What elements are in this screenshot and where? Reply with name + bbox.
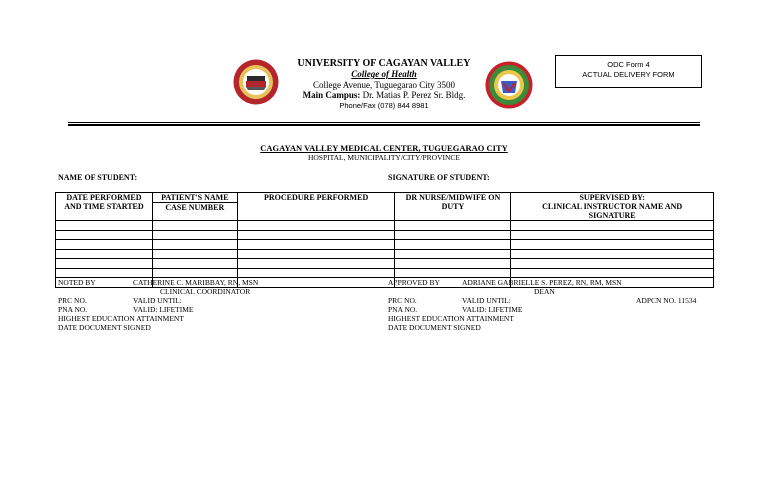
table-cell[interactable]	[511, 268, 714, 278]
noted-pna: PNA NO.	[58, 305, 88, 314]
student-name-label: NAME OF STUDENT:	[58, 173, 138, 182]
table-cell[interactable]	[237, 249, 395, 259]
table-cell[interactable]	[152, 230, 237, 240]
table-cell[interactable]	[511, 230, 714, 240]
table-cell[interactable]	[237, 221, 395, 231]
approved-label: APPROVED BY	[388, 278, 440, 287]
table-cell[interactable]	[56, 249, 153, 259]
approved-name: ADRIANE GABRIELLE S. PEREZ, RN, RM, MSN	[462, 278, 622, 287]
col-supervised-line1: SUPERVISED BY:	[579, 193, 645, 202]
table-cell[interactable]	[395, 221, 511, 231]
col-duty-line1: DR NURSE/MIDWIFE ON	[405, 193, 501, 202]
table-header-row	[56, 193, 714, 221]
form-title: ACTUAL DELIVERY FORM	[582, 70, 675, 79]
noted-label: NOTED BY	[58, 278, 96, 287]
table-cell[interactable]	[395, 268, 511, 278]
noted-education: HIGHEST EDUCATION ATTAINMENT	[58, 314, 184, 323]
table-cell[interactable]	[56, 230, 153, 240]
noted-section	[58, 279, 378, 339]
header-rule-top	[68, 122, 700, 123]
table-cell[interactable]	[152, 268, 237, 278]
noted-prc-valid: VALID UNTIL:	[133, 296, 182, 305]
main-campus-label: Main Campus:	[302, 90, 361, 100]
table-cell[interactable]	[511, 240, 714, 250]
main-campus	[0, 90, 768, 100]
table-cell[interactable]	[395, 259, 511, 269]
col-date-time	[56, 193, 153, 221]
table-cell[interactable]	[237, 240, 395, 250]
table-cell[interactable]	[152, 249, 237, 259]
form-code-box	[555, 55, 702, 88]
noted-name: CATHERINE C. MARIBBAY, RN, MSN	[133, 278, 259, 287]
table-row	[56, 249, 714, 259]
col-supervised-line3: SIGNATURE	[588, 211, 636, 220]
approved-position: DEAN	[534, 287, 555, 296]
table-cell[interactable]	[152, 221, 237, 231]
col-case-number: CASE NUMBER	[165, 203, 225, 212]
procedure-table	[55, 192, 714, 288]
table-cell[interactable]	[395, 230, 511, 240]
college-address: College Avenue, Tuguegarao City 3500	[312, 80, 456, 90]
table-cell[interactable]	[56, 221, 153, 231]
col-supervised	[511, 193, 714, 221]
main-campus-value: Dr. Matias P. Perez Sr. Bldg.	[362, 90, 466, 100]
table-cell[interactable]	[152, 259, 237, 269]
college-name: College of Health	[351, 69, 417, 79]
table-cell[interactable]	[511, 221, 714, 231]
table-cell[interactable]	[237, 259, 395, 269]
university-name: UNIVERSITY OF CAGAYAN VALLEY	[297, 58, 471, 69]
approved-adpcn: ADPCN NO. 11534	[636, 296, 697, 305]
table-cell[interactable]	[395, 240, 511, 250]
noted-position: CLINICAL COORDINATOR	[160, 287, 251, 296]
table-cell[interactable]	[56, 240, 153, 250]
approved-prc: PRC NO.	[388, 296, 417, 305]
col-patient-name: PATIENT'S NAME	[153, 193, 237, 203]
col-date-line2: AND TIME STARTED	[64, 202, 144, 211]
approved-section	[388, 279, 708, 339]
approved-education: HIGHEST EDUCATION ATTAINMENT	[388, 314, 514, 323]
table-cell[interactable]	[395, 249, 511, 259]
noted-pna-valid: VALID: LIFETIME	[133, 305, 194, 314]
table-row	[56, 259, 714, 269]
col-on-duty	[395, 193, 511, 221]
table-cell[interactable]	[511, 249, 714, 259]
col-date-line1: DATE PERFORMED	[66, 193, 142, 202]
table-row	[56, 268, 714, 278]
table-row	[56, 221, 714, 231]
header-rule-bottom	[68, 124, 700, 126]
hospital-name: CAGAYAN VALLEY MEDICAL CENTER, TUGUEGARAO CITY	[260, 143, 508, 153]
table-cell[interactable]	[511, 259, 714, 269]
approved-prc-valid: VALID UNTIL:	[462, 296, 511, 305]
phone-fax: Phone/Fax (078) 844 8981	[339, 101, 429, 110]
col-duty-line2: DUTY	[441, 202, 465, 211]
table-row	[56, 240, 714, 250]
student-signature-label: SIGNATURE OF STUDENT:	[388, 173, 490, 182]
approved-pna: PNA NO.	[388, 305, 418, 314]
col-procedure	[237, 193, 395, 221]
noted-date-signed: DATE DOCUMENT SIGNED	[58, 323, 151, 332]
table-cell[interactable]	[56, 259, 153, 269]
col-procedure-label: PROCEDURE PERFORMED	[264, 193, 369, 202]
col-patient	[152, 193, 237, 221]
table-row	[56, 230, 714, 240]
table-cell[interactable]	[152, 240, 237, 250]
table-cell[interactable]	[56, 268, 153, 278]
noted-prc: PRC NO.	[58, 296, 87, 305]
approved-date-signed: DATE DOCUMENT SIGNED	[388, 323, 481, 332]
table-cell[interactable]	[237, 230, 395, 240]
col-supervised-line2: CLINICAL INSTRUCTOR NAME AND	[542, 202, 683, 211]
form-code: ODC Form 4	[607, 60, 650, 69]
table-cell[interactable]	[237, 268, 395, 278]
approved-pna-valid: VALID: LIFETIME	[462, 305, 523, 314]
hospital-caption: HOSPITAL, MUNICIPALITY/CITY/PROVINCE	[307, 153, 461, 162]
